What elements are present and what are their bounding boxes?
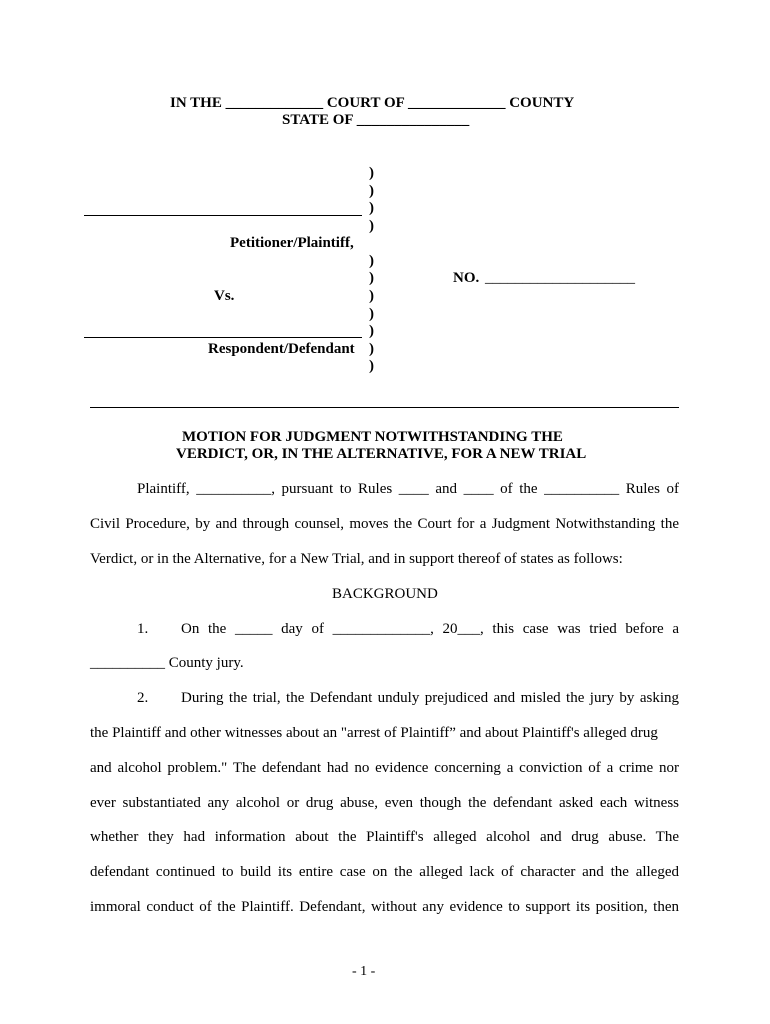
- intro-line-2: Civil Procedure, by and through counsel, moves the Court for a Judgment Notwithstanding the: [90, 516, 679, 532]
- caption-paren: ): [369, 323, 374, 339]
- caption-paren: ): [369, 358, 374, 374]
- caption-paren: ): [369, 288, 374, 304]
- respondent-name-line: [84, 337, 362, 338]
- paragraph-2-line-7: immoral conduct of the Plaintiff. Defendant, without any evidence to support its position, then: [90, 899, 679, 915]
- caption-rule: [90, 407, 679, 408]
- caption-paren: ): [369, 183, 374, 199]
- caption-paren: ): [369, 306, 374, 322]
- vs-label: Vs.: [214, 288, 235, 304]
- paragraph-1-line-2: __________ County jury.: [90, 655, 244, 671]
- intro-line-1: Plaintiff, __________, pursuant to Rules ____ and ____ of the __________ Rules of: [137, 481, 679, 497]
- title-line-2: VERDICT, OR, IN THE ALTERNATIVE, FOR A NEW TRIAL: [176, 446, 587, 462]
- petitioner-label: Petitioner/Plaintiff,: [230, 235, 354, 251]
- caption-paren: ): [369, 341, 374, 357]
- paragraph-2-line-4: ever substantiated any alcohol or drug abuse, even though the defendant asked each witness: [90, 795, 679, 811]
- paragraph-2-number: 2.: [137, 690, 149, 706]
- petitioner-name-line: [84, 215, 362, 216]
- paragraph-2-line-1: During the trial, the Defendant unduly prejudiced and misled the jury by asking: [181, 690, 679, 706]
- section-heading: BACKGROUND: [332, 586, 438, 602]
- caption-paren: ): [369, 270, 374, 286]
- paragraph-2-line-2: the Plaintiff and other witnesses about an "arrest of Plaintiff” and about Plaintiff's alleged drug: [90, 725, 658, 741]
- intro-line-3: Verdict, or in the Alternative, for a New Trial, and in support thereof of states as follows:: [90, 551, 623, 567]
- paragraph-2-line-6: defendant continued to build its entire case on the alleged lack of character and the alleged: [90, 864, 679, 880]
- caption-paren: ): [369, 218, 374, 234]
- case-no-blank: ____________________: [485, 270, 635, 286]
- title-line-1: MOTION FOR JUDGMENT NOTWITHSTANDING THE: [182, 429, 563, 445]
- caption-paren: ): [369, 253, 374, 269]
- paragraph-2-line-3: and alcohol problem." The defendant had no evidence concerning a conviction of a crime nor: [90, 760, 679, 776]
- paragraph-1-line-1: On the _____ day of _____________, 20___, this case was tried before a: [181, 621, 679, 637]
- paragraph-1-number: 1.: [137, 621, 149, 637]
- court-line: IN THE _____________ COURT OF _____________ COUNTY: [170, 95, 575, 111]
- state-line: STATE OF _______________: [282, 112, 470, 128]
- caption-paren: ): [369, 200, 374, 216]
- case-no-label: NO.: [453, 270, 480, 286]
- paragraph-2-line-5: whether they had information about the Plaintiff's alleged alcohol and drug abuse. The: [90, 829, 679, 845]
- page-number: - 1 -: [352, 964, 376, 979]
- respondent-label: Respondent/Defendant: [208, 341, 355, 357]
- caption-paren: ): [369, 165, 374, 181]
